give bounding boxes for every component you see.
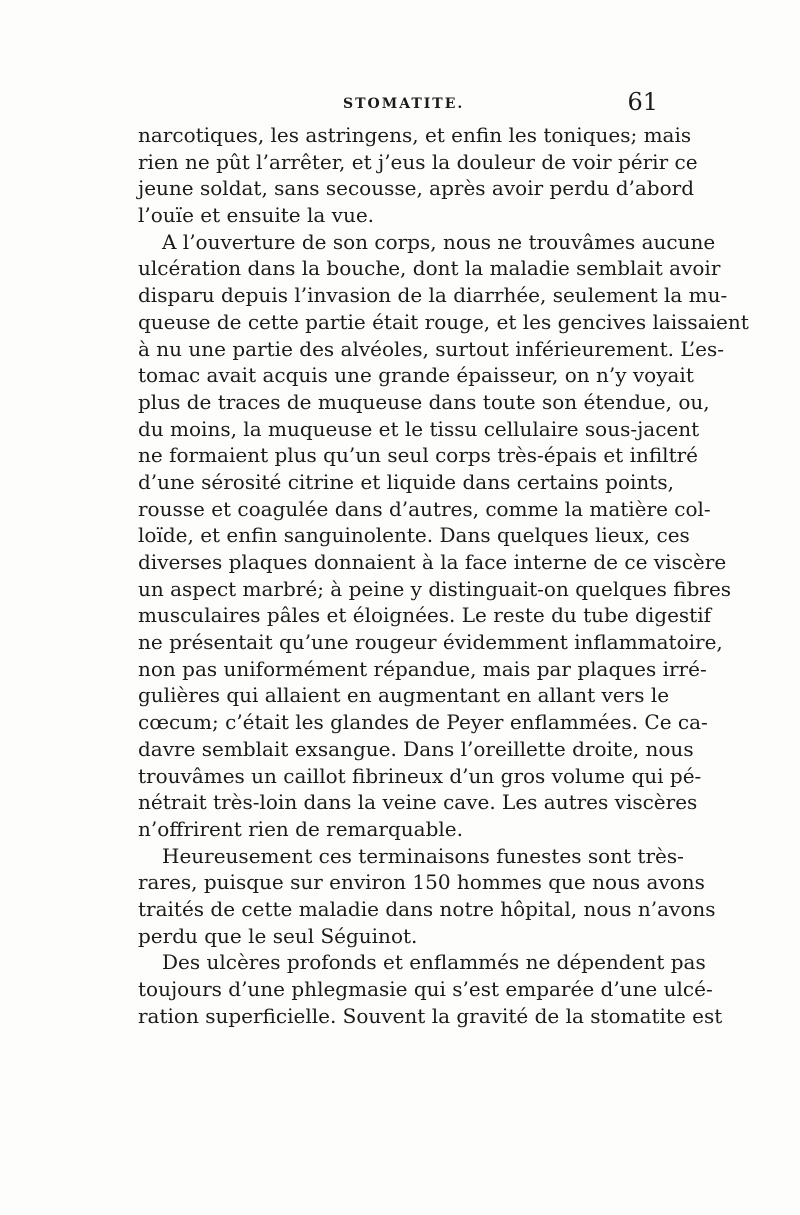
text-line: Heureusement ces terminaisons funestes sont très- [162,843,684,868]
text-line: davre semblait exsangue. Dans l’oreillette droite, nous [138,736,694,761]
text-line: trouvâmes un caillot fibrineux d’un gros volume qui pé- [138,763,702,788]
text-line: diverses plaques donnaient à la face interne de ce viscère [138,550,727,574]
text-line: Des ulcères profonds et enflammés ne dépendent pas [162,950,706,975]
text-line: traités de cette maladie dans notre hôpital, nous n’avons [138,896,716,921]
text-line: ne présentait qu’une rougeur évidemment inflammatoire, [138,630,723,655]
running-head [138,88,658,118]
text-line: n’offrirent rien de remarquable. [138,816,463,841]
text-line: queuse de cette partie était rouge, et les gencives laissaient [138,309,749,334]
text-line: nétrait très-loin dans la veine cave. Les autres viscères [138,790,698,815]
text-line: un aspect marbré; à peine y distinguait-on quelques fibres [138,576,732,601]
text-line: rien ne pût l’arrêter, et j’eus la douleur de voir périr ce [138,149,698,174]
text-line: perdu que le seul Séguinot. [138,923,418,948]
text-line: rousse et coagulée dans d’autres, comme la matière col- [138,496,711,521]
text-line: rares, puisque sur environ 150 hommes que nous avons [138,870,705,895]
text-line: d’une sérosité citrine et liquide dans certains points, [138,469,674,494]
text-line: tomac avait acquis une grande épaisseur, on n’y voyait [138,363,694,388]
page-number: 61 [627,88,658,116]
text-line: ration superficielle. Souvent la gravité de la stomatite est [138,1003,723,1028]
text-line: l’ouïe et ensuite la vue. [138,203,375,228]
text-line: du moins, la muqueuse et le tissu cellulaire sous-jacent [138,416,700,441]
text-line: ulcération dans la bouche, dont la maladie semblait avoir [138,256,721,281]
text-line: gulières qui allaient en augmentant en allant vers le [138,683,670,708]
body-text [138,122,749,1029]
text-line: jeune soldat, sans secousse, après avoir perdu d’abord [138,176,695,201]
text-line: A l’ouverture de son corps, nous ne trouvâmes aucune [162,229,716,254]
text-line: narcotiques, les astringens, et enfin les toniques; mais [138,123,692,147]
text-line: toujours d’une phlegmasie qui s’est emparée d’une ulcé- [138,977,713,1001]
text-line: non pas uniformément répandue, mais par plaques irré- [138,656,707,681]
running-title: STOMATITE. [343,96,465,112]
text-line: cœcum; c’était les glandes de Peyer enflammées. Ce ca- [138,710,708,735]
text-line: à nu une partie des alvéoles, surtout inférieurement. L’es- [138,336,725,361]
text-line: disparu depuis l’invasion de la diarrhée, seulement la mu- [138,283,728,308]
text-line: loïde, et enfin sanguinolente. Dans quelques lieux, ces [138,523,690,548]
text-line: ne formaient plus qu’un seul corps très-épais et infiltré [138,443,699,468]
text-line: plus de traces de muqueuse dans toute son étendue, ou, [138,389,710,414]
text-line: musculaires pâles et éloignées. Le reste du tube digestif [138,603,711,628]
